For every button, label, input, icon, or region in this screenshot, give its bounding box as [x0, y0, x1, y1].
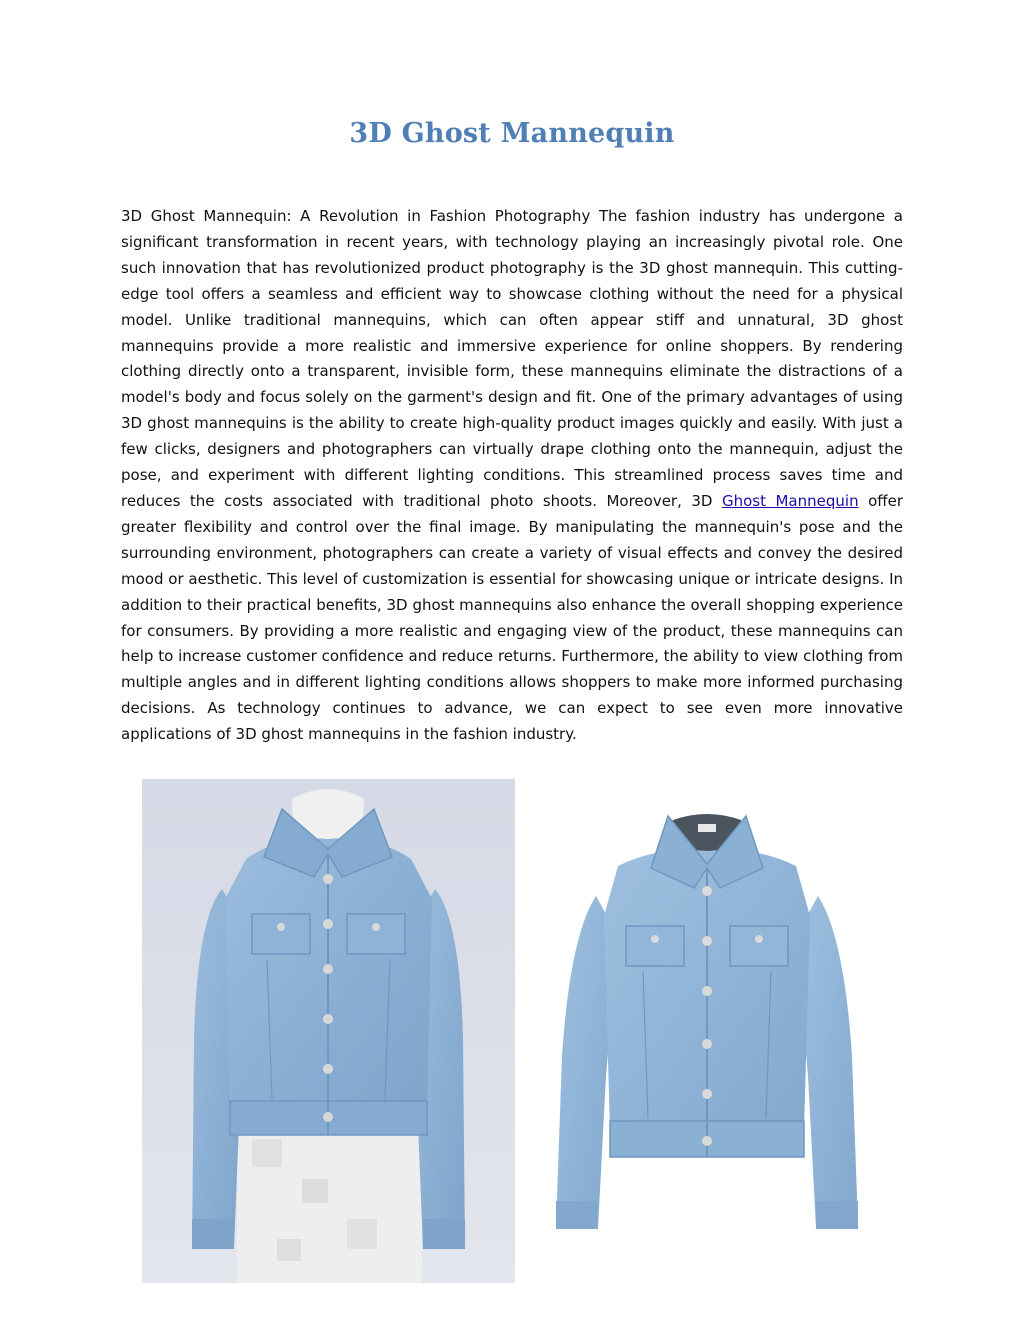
jacket-with-mannequin-image — [142, 779, 515, 1283]
paragraph-text-after-link: offer greater flexibility and control over the final image. By manipulating the mannequin's pose and the surrounding environment, photographers can create a variety of visual effects and convey the desired mood or aesthetic. This level of customization is essential for showcasing unique or intricate designs. In addition to their practical benefits, 3D ghost mannequins also enhance the overall shopping experience for consumers. By providing a more realistic and engaging view of the product, these mannequins can help to increase customer confidence and reduce returns. Furthermore, the ability to view clothing from multiple angles and in different lighting conditions allows shoppers to make more informed purchasing decisions. As technology continues to advance, we can expect to see even more innovative applications of 3D ghost mannequins in the fashion industry. — [121, 491, 903, 744]
page-title: 3D Ghost Mannequin — [349, 118, 675, 149]
paragraph-text-before-link: 3D Ghost Mannequin: A Revolution in Fashion Photography The fashion industry has undergone a significant transformation in recent years, with technology playing an increasingly pivotal role. One such innovation that has revolutionized product photography is the 3D ghost mannequin. This cutting-edge tool offers a seamless and efficient way to showcase clothing without the need for a physical model. Unlike traditional mannequins, which can often appear stiff and unnatural, 3D ghost mannequins provide a more realistic and immersive experience for online shoppers. By rendering clothing directly onto a transparent, invisible form, these mannequins eliminate the distractions of a model's body and focus solely on the garment's design and fit. One of the primary advantages of using 3D ghost mannequins is the ability to create high-quality product images quickly and easily. With just a few clicks, designers and photographers can virtually drape clothing onto the mannequin, adjust the pose, and experiment with different lighting conditions. This streamlined process saves time and reduces the costs associated with traditional photo shoots. Moreover, 3D — [121, 207, 903, 510]
jacket-ghost-image — [548, 806, 866, 1246]
ghost-mannequin-link[interactable]: Ghost Mannequin — [721, 491, 859, 510]
body-paragraph — [121, 204, 903, 748]
